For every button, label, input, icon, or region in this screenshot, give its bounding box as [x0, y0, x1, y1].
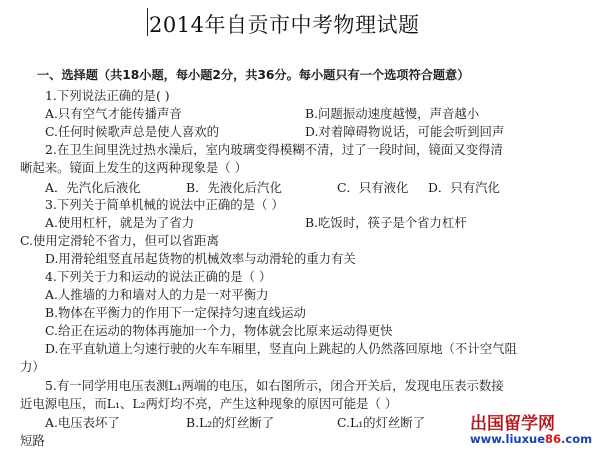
- watermark-url-brand: liuxue: [505, 432, 545, 446]
- question-1: 1.下列说法正确的是( ): [45, 88, 170, 103]
- question-5-line-1: 5.有一同学用电压表测L₁两端的电压，如右图所示，闭合开关后，发现电压表示数接: [45, 378, 504, 393]
- question-2-line-1: 2.在卫生间里洗过热水澡后，室内玻璃变得模糊不清，过了一段时间，镜面又变得清: [45, 142, 503, 157]
- q3-option-d: D.用滑轮组竖直吊起货物的机械效率与动滑轮的重力有关: [45, 251, 356, 266]
- q5-option-c: C.L₁的灯丝断了: [337, 415, 426, 430]
- q3-option-a: A.使用杠杆，就是为了省力: [45, 215, 195, 230]
- question-3: 3.下列关于简单机械的说法中正确的是（ ）: [45, 197, 284, 212]
- q2-option-c: C．只有液化: [337, 180, 409, 195]
- q4-option-c: C.给正在运动的物体再施加一个力，物体就会比原来运动得更快: [45, 323, 393, 338]
- question-4: 4.下列关于力和运动的说法正确的是（ ）: [45, 269, 272, 284]
- text-cursor: [147, 8, 148, 36]
- q2-option-d: D．只有汽化: [428, 180, 500, 195]
- watermark-logo: 出国留学网: [470, 414, 555, 434]
- q5-option-a: A.电压表坏了: [45, 415, 120, 430]
- q2-option-b: B．先液化后汽化: [186, 180, 282, 195]
- q4-option-d-line-1: D.在平直轨道上匀速行驶的火车车厢里，竖直向上跳起的人仍然落回原地（不计空气阻: [45, 341, 517, 356]
- q5-option-b: B.L₂的灯丝断了: [186, 415, 275, 430]
- document-title: 2014年自贡市中考物理试题: [149, 13, 420, 37]
- q1-option-a: A.只有空气才能传播声音: [45, 106, 182, 121]
- watermark-url-number: 86: [545, 432, 562, 446]
- watermark: [470, 409, 592, 446]
- q1-option-b: B.问题振动速度越慢，声音越小: [305, 106, 480, 121]
- section-heading: 一、选择题（共18小题，每小题2分，共36分。每小题只有一个选项符合题意）: [37, 68, 470, 82]
- q4-option-d-line-2: 力）: [20, 359, 45, 374]
- q3-option-b: B.吃饭时，筷子是个省力杠杆: [305, 215, 467, 230]
- q1-option-d: D.对着障碍物说话，可能会听到回声: [305, 124, 505, 139]
- q5-option-d-continued: 短路: [20, 433, 45, 448]
- q2-option-a: A．先汽化后液化: [45, 180, 141, 195]
- q3-option-c: C.使用定滑轮不省力，但可以省距离: [20, 233, 219, 248]
- watermark-url: [470, 432, 592, 446]
- question-5-line-2: 近电源电压，而L₁、L₂两灯均不亮，产生这种现象的原因可能是（ ）: [20, 396, 398, 411]
- q4-option-b: B.物体在平衡力的作用下一定保持匀速直线运动: [45, 305, 306, 320]
- watermark-url-prefix: www.: [470, 432, 506, 446]
- watermark-url-suffix: .com: [561, 432, 593, 446]
- q1-option-c: C.任何时候歌声总是使人喜欢的: [45, 124, 220, 139]
- question-2-line-2: 晰起来。镜面上发生的这两种现象是（ ）: [20, 160, 247, 175]
- q4-option-a: A.人推墙的力和墙对人的力是一对平衡力: [45, 287, 269, 302]
